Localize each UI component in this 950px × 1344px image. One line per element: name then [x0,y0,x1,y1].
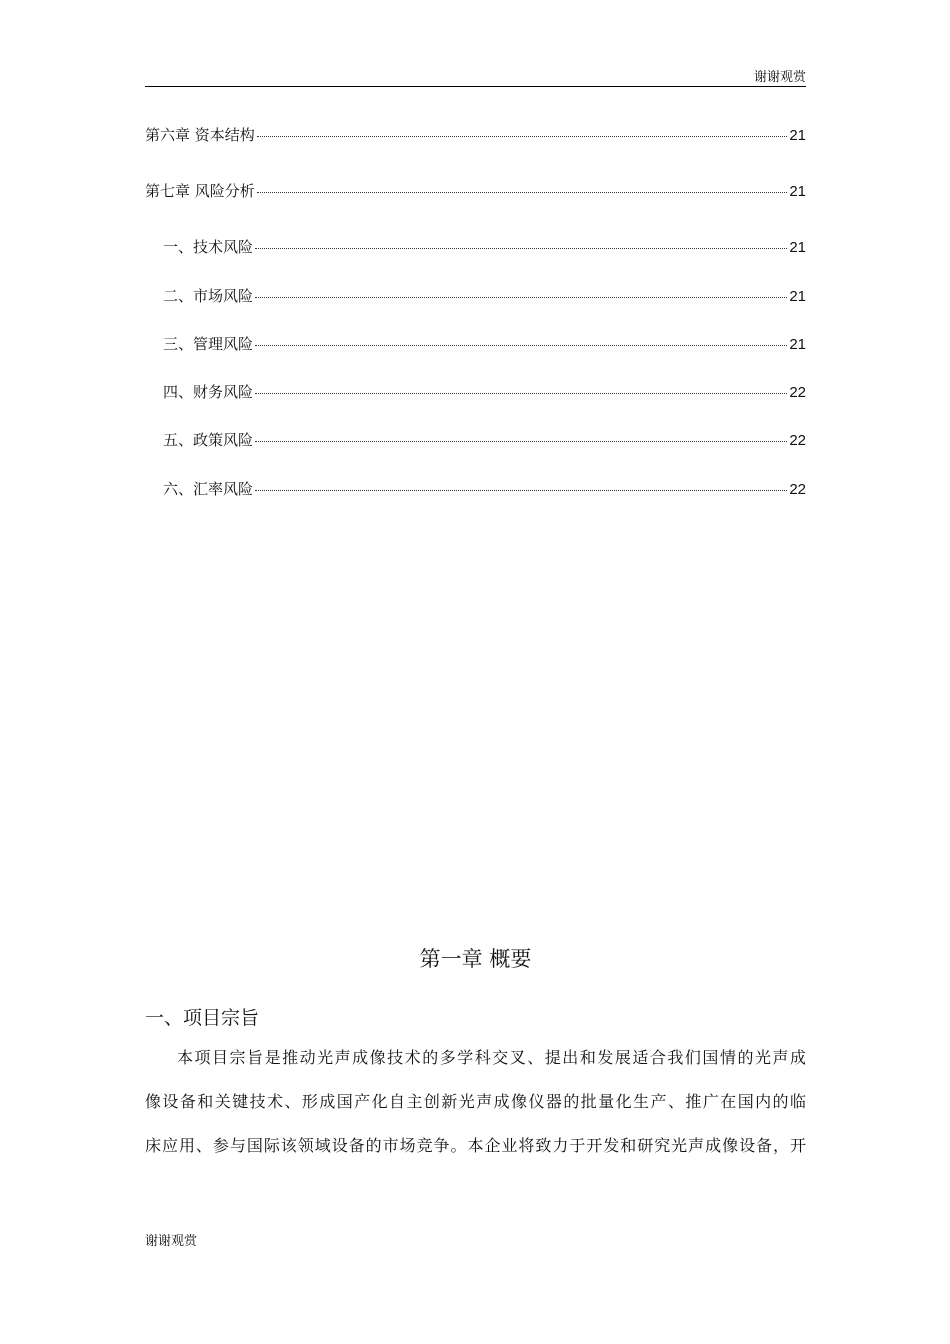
toc-title: 六、汇率风险 [163,480,254,498]
toc-page: 22 [789,432,806,449]
toc-page: 22 [789,481,806,498]
toc-page: 21 [789,183,806,200]
toc-title: 五、政策风险 [163,431,254,449]
header-divider [145,86,806,87]
toc-entry[interactable] [145,285,806,305]
toc-title: 二、市场风险 [163,287,254,305]
toc-page: 21 [789,288,806,305]
toc-leader [255,248,787,249]
toc-page: 21 [789,239,806,256]
toc-title: 第六章 资本结构 [145,126,255,144]
paragraph-line: 床应用、参与国际该领域设备的市场竞争。本企业将致力于开发和研究光声成像设备，开 [145,1136,806,1155]
toc-entry[interactable] [145,429,806,449]
toc-title: 第七章 风险分析 [145,182,255,200]
toc-entry[interactable] [145,124,806,144]
toc-title: 四、财务风险 [163,383,254,401]
section-heading: 一、项目宗旨 [145,1007,260,1029]
toc-leader [255,297,787,298]
toc-leader [255,490,787,491]
toc-entry[interactable] [145,236,806,256]
toc-page: 22 [789,384,806,401]
toc-leader [257,192,788,193]
toc-leader [255,441,787,442]
toc-entry[interactable] [145,381,806,401]
paragraph-line: 像设备和关键技术、形成国产化自主创新光声成像仪器的批量化生产、推广在国内的临 [145,1092,806,1111]
page-header: 谢谢观赏 [753,70,806,85]
toc-page: 21 [789,336,806,353]
toc-title: 三、管理风险 [163,335,254,353]
toc-page: 21 [789,127,806,144]
chapter-title: 第一章 概要 [419,947,532,971]
toc-entry[interactable] [145,478,806,498]
toc-title: 一、技术风险 [163,238,254,256]
toc-leader [255,393,787,394]
page-footer: 谢谢观赏 [145,1234,198,1249]
toc-entry[interactable] [145,180,806,200]
paragraph-line: 本项目宗旨是推动光声成像技术的多学科交叉、提出和发展适合我们国情的光声成 [177,1048,806,1067]
toc-leader [255,345,787,346]
toc-entry[interactable] [145,333,806,353]
toc-leader [257,136,788,137]
